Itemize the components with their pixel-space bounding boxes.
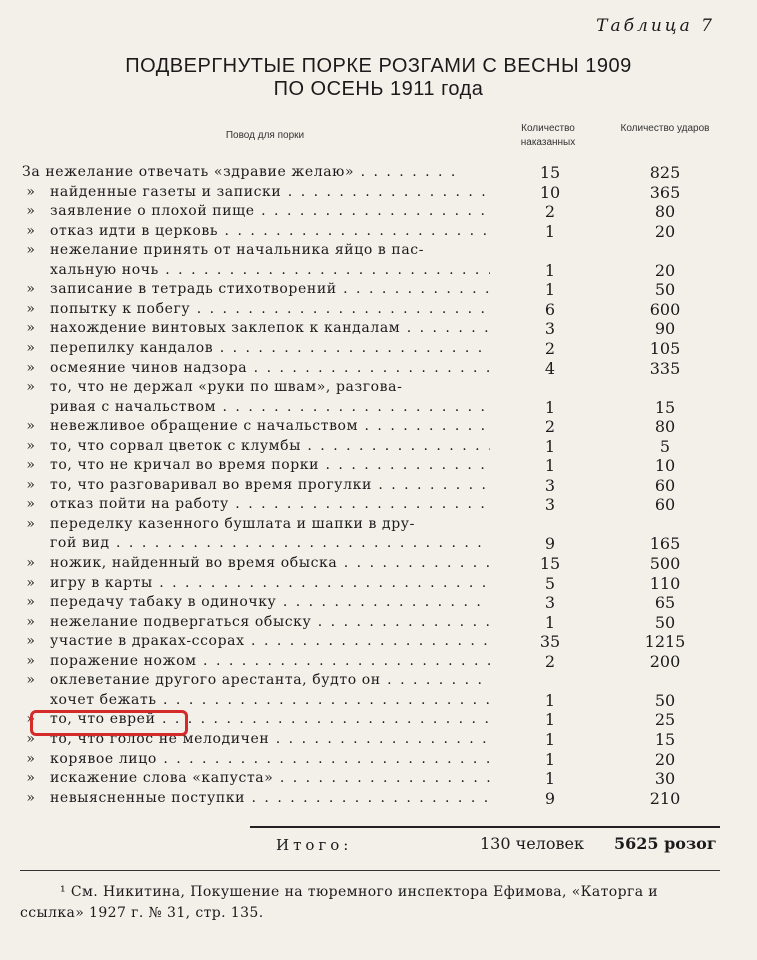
row-count: 1 (544, 710, 556, 730)
row-blows: 60 (654, 475, 676, 495)
row-count: 1 (544, 612, 556, 632)
row-reason: нежелание подвергаться обыску . . . (50, 613, 490, 632)
row-count: 1 (544, 690, 556, 710)
row-reason: передачу табаку в одиночку . . . (50, 593, 490, 612)
row-blows: 210 (649, 788, 681, 808)
row-blows: 20 (654, 749, 676, 769)
ditto-mark: » (26, 203, 36, 220)
ditto-mark: » (26, 574, 36, 591)
row-reason: невежливое обращение с начальством . . . (50, 417, 490, 436)
row-blows: 65 (654, 593, 676, 613)
row-reason: заявление о плохой пище . . . (50, 202, 490, 221)
table-row (0, 593, 757, 612)
row-blows: 50 (654, 690, 676, 710)
row-reason: ривая с начальством . . . (50, 398, 490, 417)
total-blows: 5625 розог (614, 834, 717, 853)
ditto-mark: » (26, 750, 36, 767)
ditto-mark: » (26, 613, 36, 630)
row-count: 5 (544, 573, 556, 593)
total-divider (250, 826, 720, 828)
table-row (0, 261, 757, 280)
row-blows: 365 (649, 182, 681, 202)
table-row (0, 222, 757, 241)
row-blows: 105 (649, 338, 681, 358)
ditto-mark: » (26, 730, 36, 747)
row-reason: гой вид . . . (50, 534, 490, 553)
row-blows: 60 (654, 495, 676, 515)
table-row (0, 437, 757, 456)
row-blows: 165 (649, 534, 681, 554)
column-header-reason: Повод для порки (225, 130, 305, 141)
row-count: 1 (544, 436, 556, 456)
row-count: 1 (544, 769, 556, 789)
row-count: 35 (539, 632, 561, 652)
row-count: 1 (544, 456, 556, 476)
table-row (0, 417, 757, 436)
row-count: 10 (539, 182, 561, 202)
ditto-mark: » (26, 672, 36, 689)
row-blows: 110 (649, 573, 681, 593)
row-count: 1 (544, 221, 556, 241)
row-count: 2 (544, 417, 556, 437)
row-blows: 50 (654, 612, 676, 632)
footnote-divider (20, 870, 720, 871)
row-reason: нежелание принять от начальника яйцо в пас- (50, 242, 425, 259)
row-blows: 10 (654, 456, 676, 476)
row-reason: отказ идти в церковь . . . (50, 222, 490, 241)
table-row (0, 319, 757, 338)
column-header-blows: Количество ударов (620, 123, 710, 134)
row-blows: 825 (649, 163, 681, 182)
row-count: 3 (544, 495, 556, 515)
row-count: 4 (544, 358, 556, 378)
row-count: 1 (544, 280, 556, 300)
table-row (0, 613, 757, 632)
table-row (0, 456, 757, 475)
ditto-mark: » (26, 339, 36, 356)
row-reason: то, что голос не мелодичен . . . (50, 730, 490, 749)
row-count: 6 (544, 299, 556, 319)
row-reason: попытку к побегу . . . (50, 300, 490, 319)
ditto-mark: » (26, 281, 36, 298)
row-blows: 335 (649, 358, 681, 378)
row-reason: оклеветание другого арестанта, будто он . . . (50, 671, 490, 690)
row-count: 15 (539, 554, 561, 573)
table-row (0, 183, 757, 202)
row-reason: то, что сорвал цветок с клумбы . . . (50, 437, 490, 456)
ditto-mark: » (26, 300, 36, 317)
column-header-count: Количество наказанных (520, 123, 576, 148)
row-reason: то, что не кричал во время порки . . . (50, 456, 490, 475)
table-row (0, 515, 757, 534)
row-reason: осмеяние чинов надзора . . . (50, 359, 490, 378)
row-blows: 1215 (644, 632, 686, 652)
row-blows: 25 (654, 710, 676, 730)
ditto-mark: » (26, 222, 36, 239)
table-row (0, 280, 757, 299)
row-reason: поражение ножом . . . (50, 652, 490, 671)
row-blows: 30 (654, 769, 676, 789)
row-reason: переделку казенного бушлата и шапки в дру- (50, 515, 415, 532)
ditto-mark: » (26, 418, 36, 435)
table-row (0, 671, 757, 690)
ditto-mark: » (26, 320, 36, 337)
row-count: 1 (544, 397, 556, 417)
ditto-mark: » (26, 515, 36, 532)
ditto-mark: » (26, 555, 36, 571)
row-reason: то, что не держал «руки по швам», разгова- (50, 379, 403, 396)
ditto-mark: » (26, 789, 36, 806)
ditto-mark: » (26, 652, 36, 669)
table-number: Таблица 7 (596, 16, 715, 36)
row-count: 1 (544, 729, 556, 749)
row-blows: 200 (649, 651, 681, 671)
row-count: 9 (544, 788, 556, 808)
ditto-mark: » (26, 242, 36, 259)
row-count: 1 (544, 260, 556, 280)
row-reason: то, что разговаривал во время прогулки . . . (50, 476, 490, 495)
ditto-mark: » (26, 457, 36, 474)
row-blows: 500 (649, 554, 681, 573)
table-row (0, 359, 757, 378)
table-row (0, 691, 757, 710)
highlight-box (30, 710, 188, 736)
row-count: 2 (544, 202, 556, 222)
row-reason: искажение слова «капуста» . . . (50, 769, 490, 788)
row-blows: 20 (654, 260, 676, 280)
row-count: 2 (544, 651, 556, 671)
row-reason: За нежелание отвечать «здравие желаю» . . . (22, 163, 462, 182)
ditto-mark: » (26, 379, 36, 396)
row-reason: невыясненные поступки . . . (50, 789, 490, 808)
row-blows: 15 (654, 397, 676, 417)
table-row (0, 750, 757, 769)
table-row (0, 789, 757, 808)
row-reason: ножик, найденный во время обыска . . . (50, 554, 490, 573)
table-row (0, 202, 757, 221)
row-reason: перепилку кандалов . . . (50, 339, 490, 358)
table-row (0, 300, 757, 319)
row-count: 3 (544, 319, 556, 339)
table-row (0, 554, 757, 573)
table-row (0, 769, 757, 788)
footnote: ¹ См. Никитина, Покушение на тюремного инспектора Ефимова, «Каторга и ссылка» 1927 г. № 31, стр. 135. (20, 884, 659, 921)
total-label: Итого: (276, 836, 353, 854)
table-row (0, 339, 757, 358)
table-subtitle: ПО ОСЕНЬ 1911 года (273, 78, 484, 100)
ditto-mark: » (26, 359, 36, 376)
table-row (0, 476, 757, 495)
ditto-mark: » (26, 633, 36, 650)
ditto-mark: » (26, 594, 36, 611)
row-reason: отказ пойти на работу . . . (50, 495, 490, 514)
row-blows: 5 (659, 436, 671, 456)
row-reason: игру в карты . . . (50, 574, 490, 593)
row-count: 3 (544, 475, 556, 495)
ditto-mark: » (26, 770, 36, 787)
row-count: 2 (544, 338, 556, 358)
row-blows: 80 (654, 202, 676, 222)
ditto-mark: » (26, 183, 36, 200)
table-row (0, 241, 757, 260)
table-row (0, 163, 757, 182)
table-row (0, 574, 757, 593)
table-title: ПОДВЕРГНУТЫЕ ПОРКЕ РОЗГАМИ С ВЕСНЫ 1909 (125, 55, 632, 77)
total-people: 130 человек (480, 834, 584, 853)
row-reason: участие в драках-ссорах . . . (50, 632, 490, 651)
row-reason: корявое лицо . . . (50, 750, 490, 769)
table-row (0, 534, 757, 553)
row-count: 9 (544, 534, 556, 554)
row-blows: 80 (654, 417, 676, 437)
row-reason: то, что еврей . . . (50, 710, 490, 729)
row-blows: 20 (654, 221, 676, 241)
row-count: 3 (544, 593, 556, 613)
ditto-mark: » (26, 437, 36, 454)
row-reason: нахождение винтовых заклепок к кандалам . . . (50, 319, 490, 338)
ditto-mark: » (26, 476, 36, 493)
row-reason: хочет бежать . . . (50, 691, 490, 710)
table-row (0, 398, 757, 417)
row-blows: 50 (654, 280, 676, 300)
table-row (0, 632, 757, 651)
row-reason: записание в тетрадь стихотворений . . . (50, 280, 490, 299)
row-count: 1 (544, 749, 556, 769)
table-row (0, 378, 757, 397)
row-reason: хальную ночь . . . (50, 261, 490, 280)
row-blows: 90 (654, 319, 676, 339)
table-row (0, 495, 757, 514)
table-row (0, 652, 757, 671)
ditto-mark: » (26, 496, 36, 513)
row-count: 15 (539, 163, 561, 182)
row-reason: найденные газеты и записки . . . (50, 183, 490, 202)
row-blows: 15 (654, 729, 676, 749)
row-blows: 600 (649, 299, 681, 319)
ditto-mark: » (26, 711, 36, 728)
